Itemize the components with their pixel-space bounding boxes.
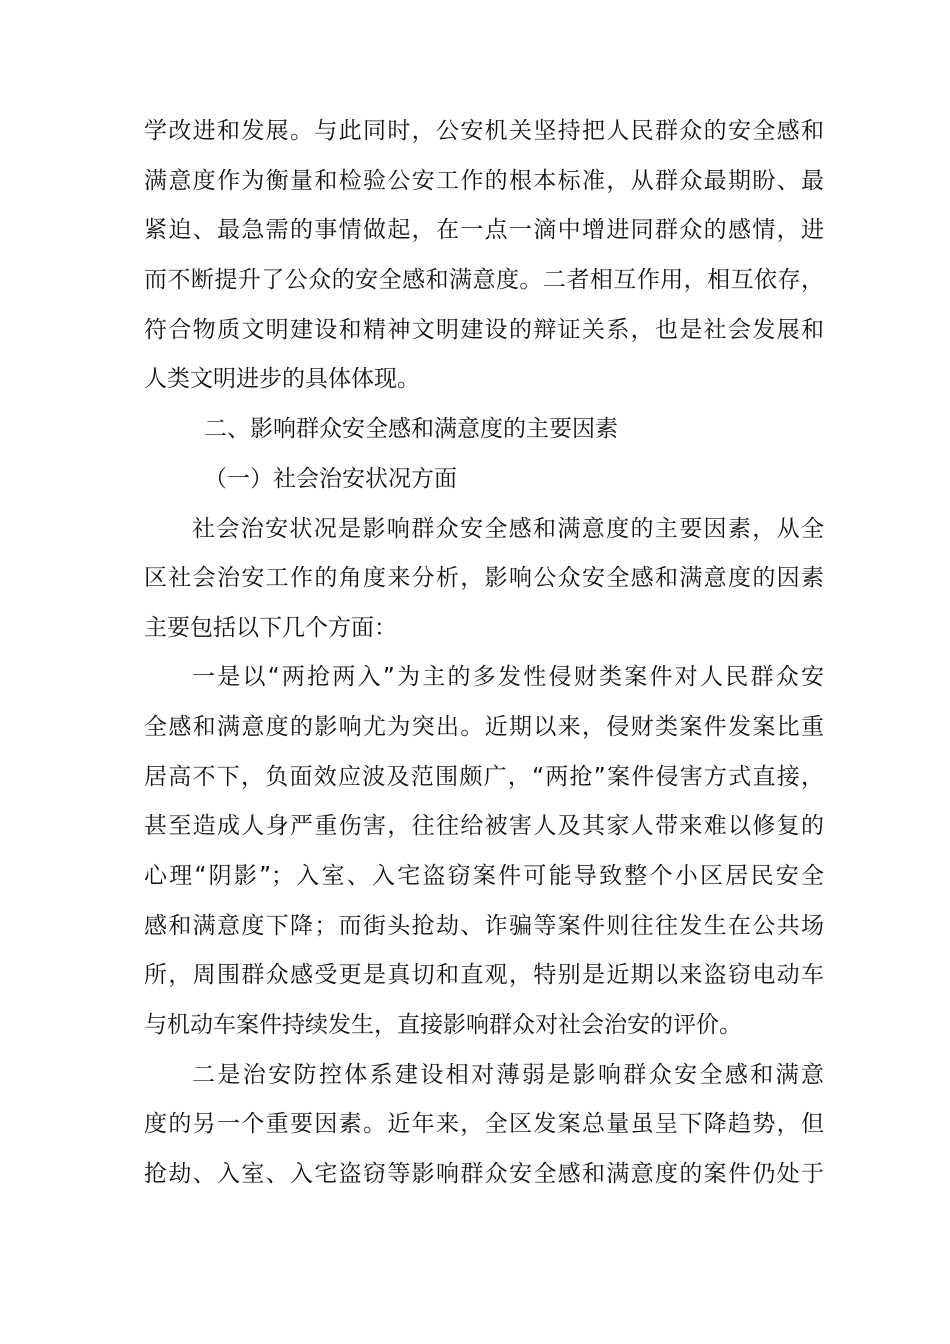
- paragraph-line: 一是以“两抢两入”为主的多发性侵财类案件对人民群众安: [192, 664, 824, 690]
- paragraph-line: 而不断提升了公众的安全感和满意度。二者相互作用，相互依存，: [144, 267, 824, 293]
- paragraph-line: 二是治安防控体系建设相对薄弱是影响群众安全感和满意: [192, 1062, 824, 1088]
- paragraph-line: 主要包括以下几个方面：: [144, 615, 397, 641]
- paragraph-line: 心理“阴影”；入室、入宅盗窃案件可能导致整个小区居民安全: [144, 863, 824, 889]
- paragraph-line: 学改进和发展。与此同时，公安机关坚持把人民群众的安全感和: [144, 118, 824, 144]
- paragraph-line: 全感和满意度的影响尤为突出。近期以来，侵财类案件发案比重: [144, 714, 824, 740]
- subsection-heading: （一）社会治安状况方面: [204, 466, 457, 492]
- paragraph-line: 抢劫、入室、入宅盗窃等影响群众安全感和满意度的案件仍处于: [144, 1161, 824, 1187]
- paragraph-line: 感和满意度下降；而街头抢劫、诈骗等案件则往往发生在公共场: [144, 913, 824, 939]
- paragraph-line: 区社会治安工作的角度来分析，影响公众安全感和满意度的因素: [144, 565, 824, 591]
- paragraph-line: 居高不下，负面效应波及范围颇广，“两抢”案件侵害方式直接，: [144, 764, 824, 790]
- paragraph-line: 符合物质文明建设和精神文明建设的辩证关系，也是社会发展和: [144, 317, 824, 343]
- paragraph-line: 社会治安状况是影响群众安全感和满意度的主要因素，从全: [192, 516, 824, 542]
- paragraph-line: 度的另一个重要因素。近年来，全区发案总量虽呈下降趋势，但: [144, 1111, 824, 1137]
- section-heading: 二、影响群众安全感和满意度的主要因素: [204, 416, 618, 442]
- paragraph-line: 满意度作为衡量和检验公安工作的根本标准，从群众最期盼、最: [144, 168, 824, 194]
- paragraph-line: 人类文明进步的具体体现。: [144, 366, 420, 392]
- paragraph-line: 所，周围群众感受更是真切和直观，特别是近期以来盗窃电动车: [144, 962, 824, 988]
- paragraph-line: 与机动车案件持续发生，直接影响群众对社会治安的评价。: [144, 1012, 742, 1038]
- paragraph-line: 甚至造成人身严重伤害，往往给被害人及其家人带来难以修复的: [144, 813, 824, 839]
- paragraph-line: 紧迫、最急需的事情做起，在一点一滴中增进同群众的感情，进: [144, 217, 824, 243]
